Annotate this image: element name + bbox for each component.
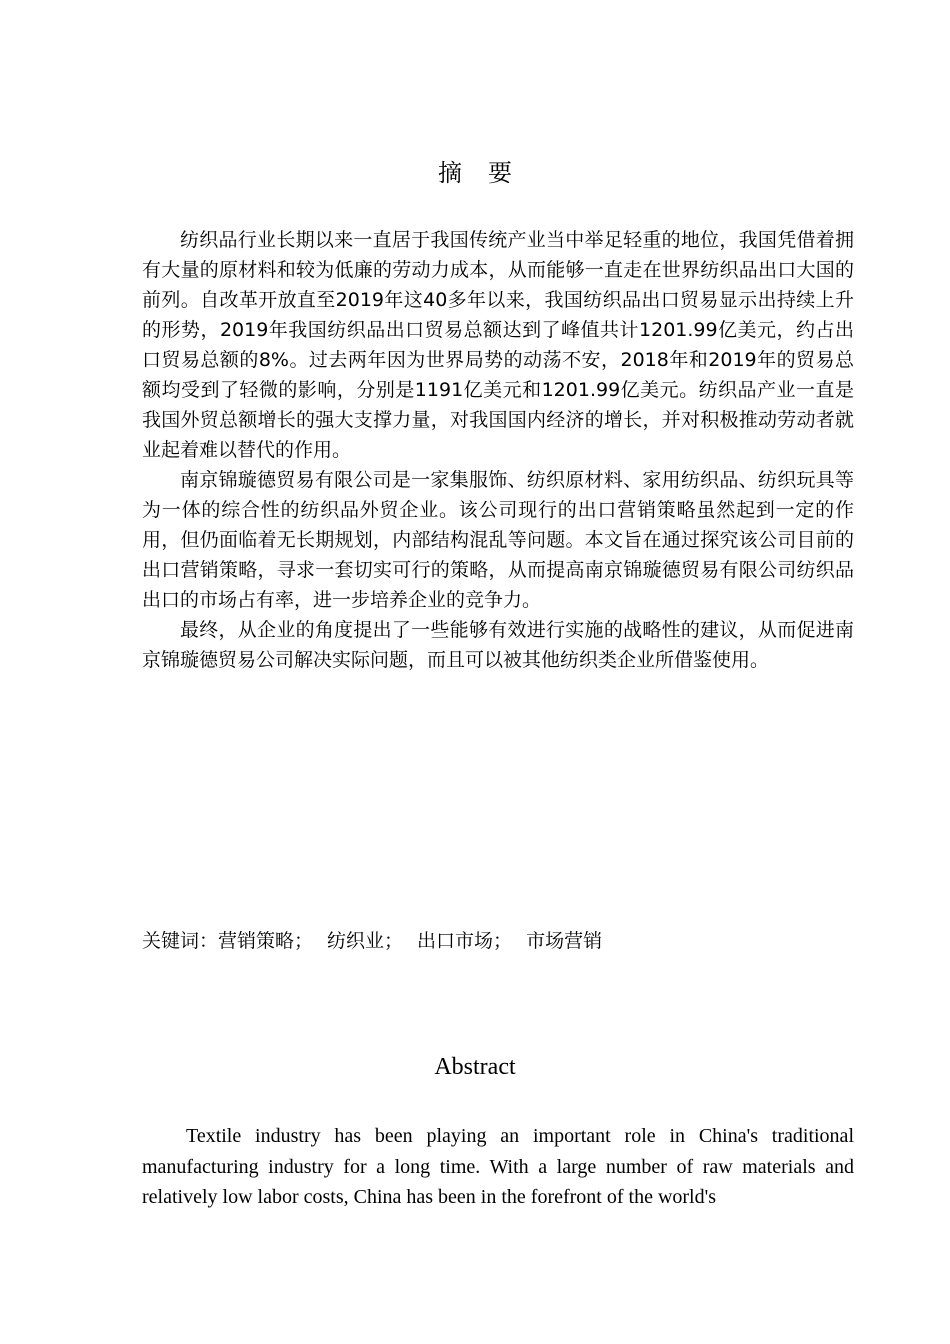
abstract-en-body <box>142 1121 854 1213</box>
abstract-en-paragraph: Textile industry has been playing an important role in China's traditional manufacturing industry for a long time. With a large number of raw materials and relatively low labor costs, China has been in the forefront of the world's <box>142 1125 854 1208</box>
abstract-cn-body <box>142 225 854 675</box>
keyword-item: 市场营销 <box>526 930 603 952</box>
abstract-cn-title-char2: 要 <box>488 159 512 187</box>
abstract-cn-paragraph: 南京锦璇德贸易有限公司是一家集服饰、纺织原材料、家用纺织品、纺织玩具等为一体的综合性的纺织品外贸企业。该公司现行的出口营销策略虽然起到一定的作用，但仍面临着无长期规划，内部结构混乱等问题。本文旨在通过探究该公司目前的出口营销策略，寻求一套切实可行的策略，从而提高南京锦璇德贸易有限公司纺织品出口的市场占有率，进一步培养企业的竞争力。 <box>142 469 854 611</box>
keyword-item: 出口市场； <box>417 930 513 952</box>
abstract-en-title: Abstract <box>434 1054 516 1080</box>
keywords-line <box>142 926 854 956</box>
abstract-cn-paragraph: 最终，从企业的角度提出了一些能够有效进行实施的战略性的建议，从而促进南京锦璇德贸易公司解决实际问题，而且可以被其他纺织类企业所借鉴使用。 <box>142 619 854 671</box>
keyword-item: 纺织业； <box>327 930 404 952</box>
abstract-cn-title-char1: 摘 <box>438 159 462 187</box>
keywords-label: 关键词： <box>142 930 219 952</box>
keyword-item: 营销策略； <box>218 930 314 952</box>
abstract-cn-paragraph: 纺织品行业长期以来一直居于我国传统产业当中举足轻重的地位，我国凭借着拥有大量的原材料和较为低廉的劳动力成本，从而能够一直走在世界纺织品出口大国的前列。自改革开放直至2019年这40多年以来，我国纺织品出口贸易显示出持续上升的形势，2019年我国纺织品出口贸易总额达到了峰值共计1201.99亿美元，约占出口贸易总额的8%。过去两年因为世界局势的动荡不安，2018年和2019年的贸易总额均受到了轻微的影响，分别是1191亿美元和1201.99亿美元。纺织品产业一直是我国外贸总额增长的强大支撑力量，对我国国内经济的增长，并对积极推动劳动者就业起着难以替代的作用。 <box>142 229 854 461</box>
abstract-cn-title <box>0 153 950 188</box>
